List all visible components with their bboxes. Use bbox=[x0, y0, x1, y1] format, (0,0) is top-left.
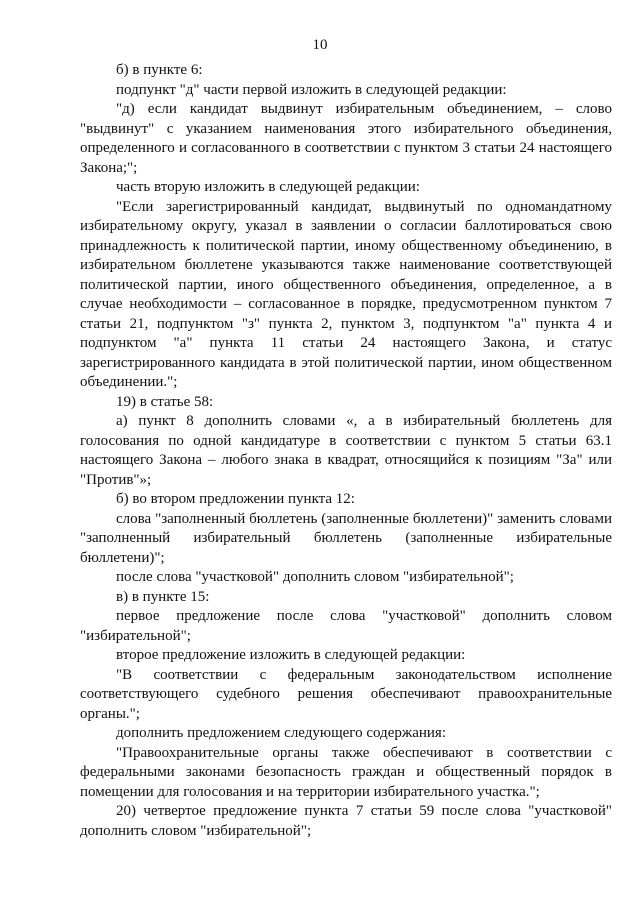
paragraph-subpoint-d-intro: подпункт "д" части первой изложить в следующей редакции: bbox=[116, 81, 507, 98]
paragraph-item-19-article-58: 19) в статье 58: bbox=[116, 393, 214, 410]
page-number: 10 bbox=[312, 37, 328, 53]
paragraph-second-sentence-intro: второе предложение изложить в следующей редакции: bbox=[116, 647, 466, 663]
paragraph-second-sentence-text: "В соответствии с федеральным законодательством исполнение соответствующего судебного решения обеспечивают правоохранительные органы."; bbox=[80, 666, 612, 722]
paragraph-part-two-text: "Если зарегистрированный кандидат, выдвинутый по одномандатному избирательному округу, указал в заявлении о согласии баллотироваться свою принадлежность к политической партии, иному общественному объединению, в избирательном бюллетене указываются также наименование соответствующей политической партии, иного общественного объединения, определенное, а в случае необходимости – согласованное в порядке, предусмотренном пунктом 7 статьи 21, подпунктом "з" пункта 2, пунктом 3, подпунктом "а" пункта 4 и подпунктом "а" пункта 11 статьи 24 настоящего Закона, и статус зарегистрированного кандидата в этой политической партии, ином общественном объединении."; bbox=[80, 198, 612, 390]
paragraph-add-sentence-text: "Правоохранительные органы также обеспечивают в соответствии с федеральными законами безопасность граждан и общественный порядок в помещении для голосования и на территории избирательного участка."; bbox=[80, 744, 612, 800]
paragraph-after-word-polling: после слова "участковой" дополнить словом "избирательной"; bbox=[116, 569, 514, 585]
paragraph-add-sentence-intro: дополнить предложением следующего содержания: bbox=[116, 725, 446, 741]
paragraph-subpoint-d-text: "д) если кандидат выдвинут избирательным объединением, – слово "выдвинут" с указанием наименования этого избирательного объединения, определенного и согласованного в соответствии с пунктом 3 статьи 24 настоящего Закона;"; bbox=[80, 101, 612, 176]
paragraph-item-20-article-59: 20) четвертое предложение пункта 7 статьи 59 после слова "участковой" дополнить словом "избирательной"; bbox=[80, 803, 612, 839]
paragraph-item-a-point-8: а) пункт 8 дополнить словами «, а в избирательный бюллетень для голосования по одной кандидатуре в соответствии с пунктом 5 статьи 63.1 настоящего Закона – любого знака в квадрат, относящийся к позициям "За" или "Против"»; bbox=[80, 413, 612, 488]
paragraph-part-two-intro: часть вторую изложить в следующей редакции: bbox=[116, 179, 420, 195]
paragraph-first-sentence: первое предложение после слова "участковой" дополнить словом "избирательной"; bbox=[80, 608, 612, 644]
paragraph-item-v-point-15: в) в пункте 15: bbox=[116, 588, 210, 605]
paragraph-item-b-point-6: б) в пункте 6: bbox=[116, 62, 203, 78]
document-body bbox=[80, 61, 612, 841]
paragraph-replace-words: слова "заполненный бюллетень (заполненные бюллетени)" заменить словами "заполненный избирательный бюллетень (заполненные избирательные бюллетени)"; bbox=[80, 510, 612, 566]
paragraph-item-b-point-12: б) во втором предложении пункта 12: bbox=[116, 491, 355, 507]
